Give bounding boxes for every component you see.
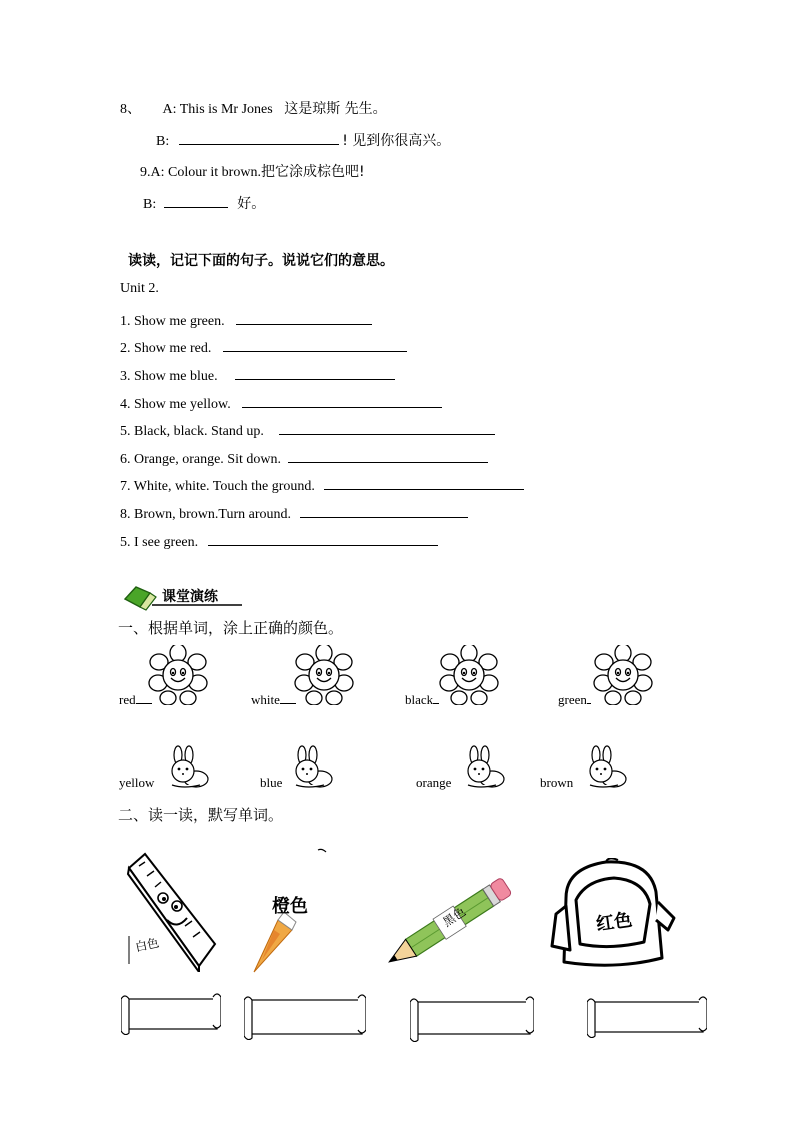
answer-scroll-3[interactable]: [410, 996, 534, 1047]
practice-banner: [122, 583, 247, 611]
schoolbag-label: 红色: [594, 909, 634, 936]
color-word: black: [405, 692, 434, 707]
reading-line-text: 1. Show me green.: [120, 314, 225, 329]
reading-line-8: [120, 503, 468, 523]
reading-line-text: 8. Brown, brown.Turn around.: [120, 507, 291, 522]
reading-line-1: [120, 310, 372, 330]
ruler-picture: [125, 852, 220, 972]
answer-scroll-4[interactable]: [587, 996, 707, 1043]
q9-b-tail: 好。: [237, 196, 266, 212]
q8-a-chinese: 这是琼斯 先生。: [284, 101, 387, 117]
color-word: white: [251, 692, 280, 707]
rabbit-icon[interactable]: [164, 745, 212, 789]
reading-line-9: [120, 531, 438, 551]
meaning-blank[interactable]: [236, 310, 372, 325]
rabbit-word-brown: brown: [540, 775, 574, 790]
reading-line-text: 2. Show me red.: [120, 341, 212, 356]
reading-line-6: [120, 448, 488, 468]
practice-banner-title: 课堂演练: [162, 589, 218, 605]
schoolbag-picture: [546, 858, 680, 972]
rabbit-word-yellow: yellow: [119, 775, 155, 790]
reading-line-text: 3. Show me blue.: [120, 369, 218, 384]
rabbit-word-orange: orange: [416, 775, 452, 790]
flower-word-white: [251, 692, 296, 708]
meaning-blank[interactable]: [242, 393, 442, 408]
q9-line-b: [143, 193, 265, 213]
flower-icon[interactable]: [146, 645, 210, 705]
meaning-blank[interactable]: [208, 531, 438, 546]
flower-icon[interactable]: [591, 645, 655, 705]
flower-word-green: [558, 692, 591, 708]
q8-number: 8、: [120, 102, 141, 117]
answer-scroll-2[interactable]: [244, 994, 366, 1045]
q9-a-text: 9.A: Colour it brown.: [140, 165, 261, 180]
q9-a-chinese: 把它涂成棕色吧!: [260, 164, 365, 180]
reading-line-text: 5. I see green.: [120, 535, 199, 550]
section2-title: 二、读一读，默写单词。: [118, 806, 284, 824]
q8-b-label: B:: [156, 134, 170, 149]
q8-line-b: [156, 130, 450, 150]
pencil-label: 黑色: [440, 904, 469, 930]
crayon-label: 橙色: [272, 896, 308, 917]
reading-heading: 读读，记记下面的句子。说说它们的意思。: [128, 253, 394, 269]
flower-icon[interactable]: [292, 645, 356, 705]
crayon-picture: [250, 848, 335, 976]
q9-answer-blank[interactable]: [164, 193, 228, 208]
reading-line-7: [120, 475, 524, 495]
q8-b-tail: ! 见到你很高兴。: [342, 133, 451, 149]
color-word: green: [558, 692, 587, 707]
section1-title: 一、根据单词，涂上正确的颜色。: [118, 619, 344, 637]
q8-a-text: A: This is Mr Jones: [162, 102, 273, 117]
q8-answer-blank[interactable]: [179, 130, 339, 145]
rabbit-icon[interactable]: [460, 745, 508, 789]
meaning-blank[interactable]: [235, 365, 395, 380]
reading-line-4: [120, 393, 442, 413]
q9-line-a: [140, 161, 365, 181]
meaning-blank[interactable]: [279, 420, 495, 435]
ruler-label: 白色: [133, 935, 161, 955]
reading-line-text: 7. White, white. Touch the ground.: [120, 479, 315, 494]
rabbit-icon[interactable]: [582, 745, 630, 789]
reading-line-5: [120, 420, 495, 440]
meaning-blank[interactable]: [223, 337, 407, 352]
rabbit-word-blue: blue: [260, 775, 283, 790]
unit-label: Unit 2.: [120, 281, 159, 296]
meaning-blank[interactable]: [288, 448, 488, 463]
q9-b-label: B:: [143, 197, 157, 212]
color-word: red: [119, 692, 136, 707]
q8-line-a: [120, 98, 387, 118]
meaning-blank[interactable]: [324, 475, 524, 490]
meaning-blank[interactable]: [300, 503, 468, 518]
reading-line-text: 4. Show me yellow.: [120, 397, 231, 412]
pencil-picture: [376, 872, 526, 974]
reading-line-text: 6. Orange, orange. Sit down.: [120, 452, 281, 467]
reading-line-2: [120, 337, 407, 357]
reading-line-text: 5. Black, black. Stand up.: [120, 424, 264, 439]
flower-icon[interactable]: [437, 645, 501, 705]
answer-scroll-1[interactable]: [121, 993, 221, 1040]
rabbit-icon[interactable]: [288, 745, 336, 789]
flower-word-black: [405, 692, 439, 708]
reading-line-3: [120, 365, 395, 385]
